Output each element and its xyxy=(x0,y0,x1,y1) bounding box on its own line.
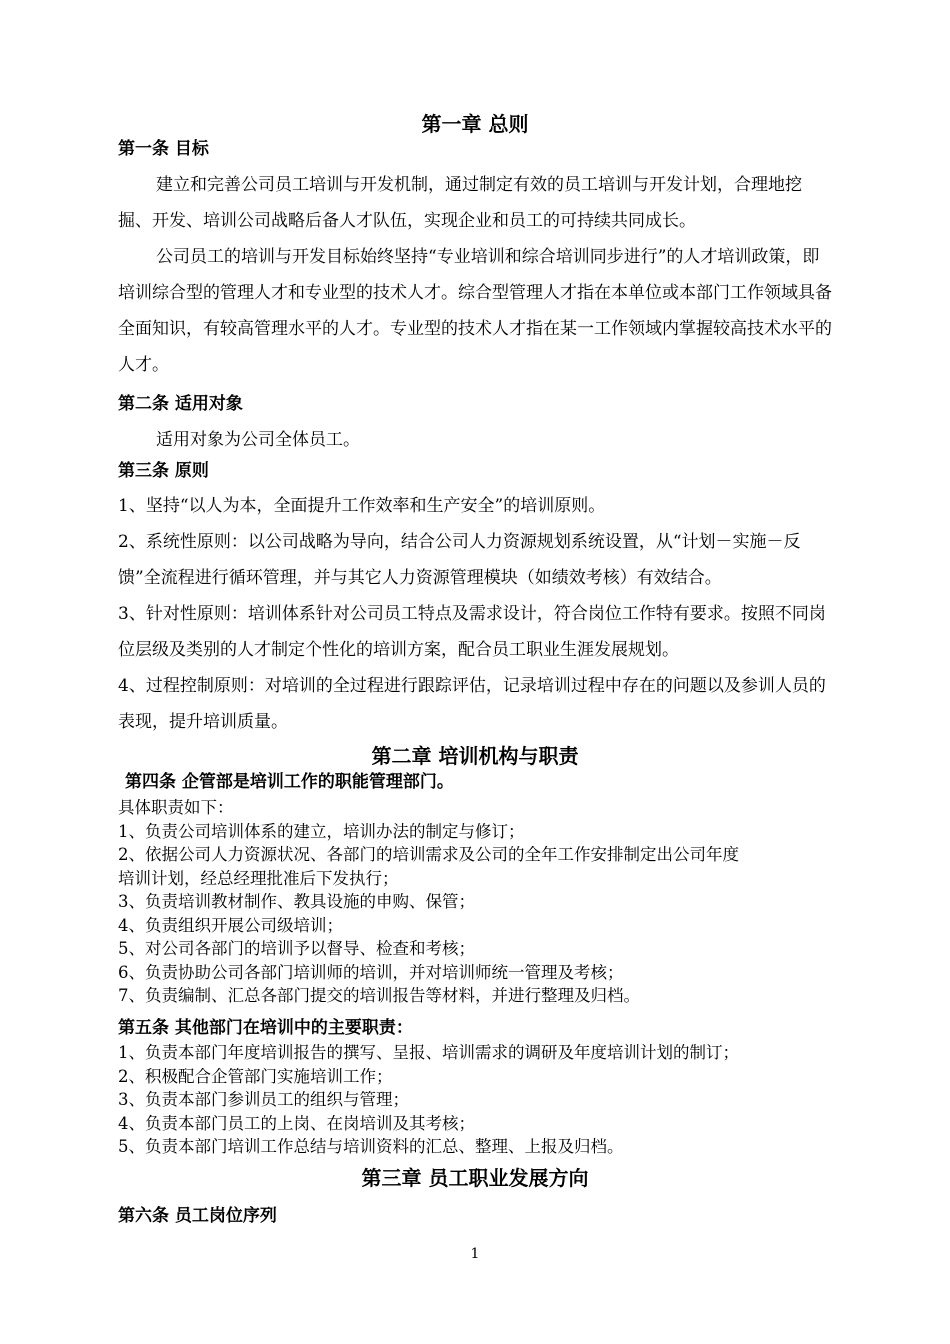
article-3-item: 2、系统性原则：以公司战略为导向，结合公司人力资源规划系统设置，从“计划－实施－反馈”全流程进行循环管理，并与其它人力资源管理模块（如绩效考核）有效结合。 xyxy=(118,532,801,588)
article-4-intro: 具体职责如下： xyxy=(118,798,234,817)
article-4-line: 7、负责编制、汇总各部门提交的培训报告等材料，并进行整理及归档。 xyxy=(118,986,640,1005)
article-4-line: 培训计划，经总经理批准后下发执行； xyxy=(118,868,399,888)
chapter-3-title: 第三章 员工职业发展方向 xyxy=(361,1166,589,1190)
article-4-line: 6、负责协助公司各部门培训师的培训，并对培训师统一管理及考核； xyxy=(118,962,624,982)
article-3-item: 3、针对性原则：培训体系针对公司员工特点及需求设计，符合岗位工作特有要求。按照不同岗位层级及类别的人才制定个性化的培训方案，配合员工职业生涯发展规划。 xyxy=(118,604,826,660)
chapter-1-title: 第一章 总则 xyxy=(421,112,529,136)
article-4-body xyxy=(118,796,838,1008)
article-5-title: 第五条 其他部门在培训中的主要职责： xyxy=(118,1018,413,1038)
chapter-2-title: 第二章 培训机构与职责 xyxy=(371,744,579,768)
article-5-line: 1、负责本部门年度培训报告的撰写、呈报、培训需求的调研及年度培训计划的制订； xyxy=(118,1043,739,1062)
article-4-line: 1、负责公司培训体系的建立，培训办法的制定与修订； xyxy=(118,821,525,841)
page-number: 1 xyxy=(470,1246,480,1262)
article-4-line: 2、依据公司人力资源状况、各部门的培训需求及公司的全年工作安排制定出公司年度 xyxy=(118,845,739,864)
article-6-title: 第六条 员工岗位序列 xyxy=(118,1206,277,1226)
article-4-title: 第四条 企管部是培训工作的职能管理部门。 xyxy=(125,772,454,792)
article-4-line: 4、负责组织开展公司级培训； xyxy=(118,915,343,935)
article-3-item: 1、坚持“以人为本，全面提升工作效率和生产安全”的培训原则。 xyxy=(118,496,606,516)
article-2-title: 第二条 适用对象 xyxy=(118,394,243,414)
article-1-paragraph-1: 建立和完善公司员工培训与开发机制，通过制定有效的员工培训与开发计划，合理地挖掘、开发、培训公司战略后备人才队伍，实现企业和员工的可持续共同成长。 xyxy=(118,175,802,231)
article-5-line: 4、负责本部门员工的上岗、在岗培训及其考核； xyxy=(118,1113,475,1133)
article-5-line: 3、负责本部门参训员工的组织与管理； xyxy=(118,1090,409,1109)
article-4-line: 3、负责培训教材制作、教具设施的申购、保管； xyxy=(118,892,475,911)
article-3-item: 4、过程控制原则：对培训的全过程进行跟踪评估，记录培训过程中存在的问题以及参训人员的表现，提升培训质量。 xyxy=(118,676,826,732)
article-3-title: 第三条 原则 xyxy=(118,461,209,481)
article-4-line: 5、对公司各部门的培训予以督导、检查和考核； xyxy=(118,939,475,958)
article-5-body xyxy=(118,1041,838,1159)
article-2-paragraph: 适用对象为公司全体员工。 xyxy=(156,430,360,450)
article-1-title: 第一条 目标 xyxy=(118,139,209,159)
article-5-line: 5、负责本部门培训工作总结与培训资料的汇总、整理、上报及归档。 xyxy=(118,1137,624,1156)
article-5-line: 2、积极配合企管部门实施培训工作； xyxy=(118,1066,393,1086)
article-1-paragraph-2: 公司员工的培训与开发目标始终坚持“专业培训和综合培训同步进行”的人才培训政策，即培训综合型的管理人才和专业型的技术人才。综合型管理人才指在本单位或本部门工作领域具备全面知识，有较高管理水平的人才。专业型的技术人才指在某一工作领域内掌握较高技术水平的人才。 xyxy=(118,247,832,375)
